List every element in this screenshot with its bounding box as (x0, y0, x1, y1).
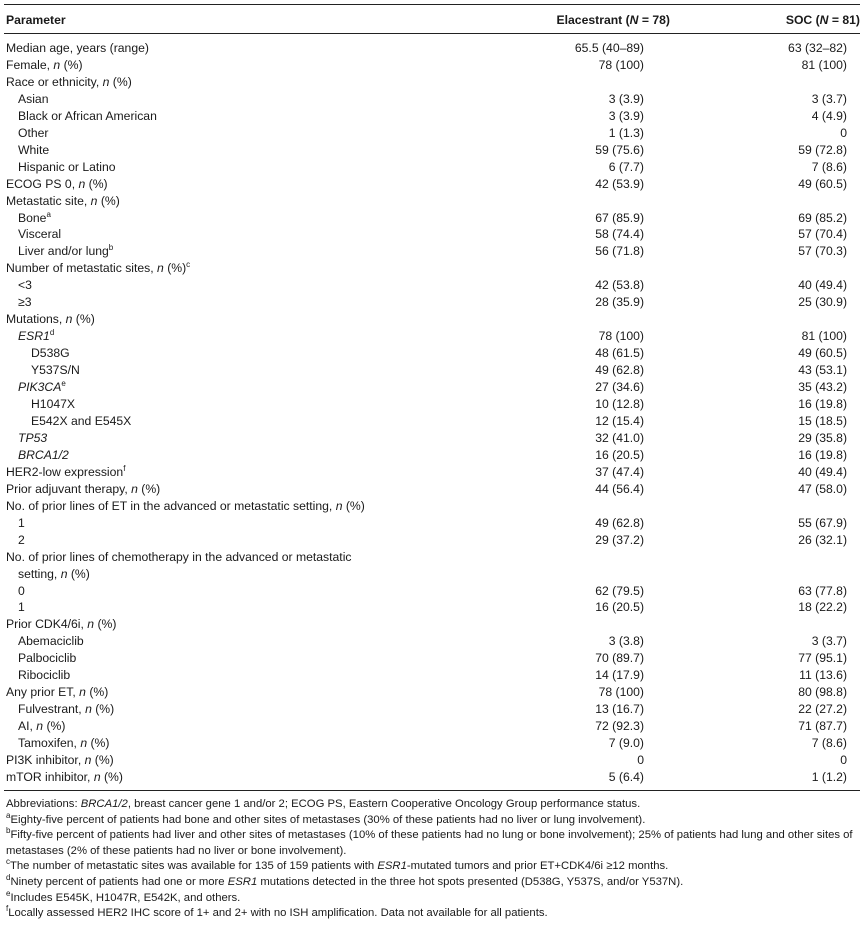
row-black (4, 108, 860, 125)
row-d538g (4, 345, 860, 362)
cell-elacestrant: 3 (3.8) (608, 634, 644, 649)
row-label: Hispanic or Latino (18, 159, 116, 174)
row-tamoxifen (4, 735, 860, 752)
cell-soc: 59 (72.8) (798, 142, 847, 157)
row-label: <3 (18, 278, 32, 293)
cell-soc: 63 (32–82) (788, 41, 847, 55)
row-et-2 (4, 532, 860, 549)
cell-soc: 57 (70.3) (798, 244, 847, 259)
cell-soc: 22 (27.2) (798, 702, 847, 717)
row-label: BRCA1/2 (18, 447, 69, 462)
cell-elacestrant: 12 (15.4) (595, 413, 644, 428)
row-tp53 (4, 430, 860, 447)
cell-soc: 3 (3.7) (811, 634, 847, 649)
cell-soc: 81 (100) (801, 57, 847, 72)
cell-soc: 69 (85.2) (798, 210, 847, 225)
row-label: No. of prior lines of ET in the advanced or metastatic setting, n (%) (6, 498, 365, 513)
row-label: $PIK3CA^e$ (18, 379, 66, 395)
cell-elacestrant: 49 (62.8) (595, 515, 644, 530)
row-label: ECOG PS 0, n (%) (6, 176, 108, 191)
row-label: PI3K inhibitor, n (%) (6, 753, 114, 768)
cell-soc: 63 (77.8) (798, 583, 847, 598)
row-label: No. of prior lines of chemotherapy in the advanced or metastatic (6, 549, 352, 564)
header-parameter: Parameter (6, 13, 66, 27)
cell-soc: 3 (3.7) (811, 91, 847, 106)
row-label: HER2-low expression$^f$ (6, 463, 126, 479)
cell-elacestrant: 72 (92.3) (595, 719, 644, 734)
cell-elacestrant: 44 (56.4) (595, 481, 644, 496)
row-prior-adjuvant (4, 481, 860, 498)
cell-elacestrant: 6 (7.7) (608, 159, 644, 174)
footnote-mark: e (61, 379, 66, 389)
cell-elacestrant: 13 (16.7) (595, 702, 644, 717)
row-fulvestrant (4, 701, 860, 718)
row-label: Ribociclib (18, 668, 71, 683)
cell-soc: 35 (43.2) (798, 380, 847, 395)
row-label: Bone$^a$ (18, 209, 51, 225)
cell-elacestrant: 37 (47.4) (595, 464, 644, 479)
footnote-mark: f (123, 463, 126, 473)
header-elacestrant: Elacestrant (N = 78) (556, 13, 670, 27)
row-label: E542X and E545X (31, 413, 132, 428)
row-label: Prior adjuvant therapy, n (%) (6, 481, 161, 496)
footnote-mark: a (46, 209, 51, 219)
row-label: Asian (18, 91, 49, 106)
cell-soc: 57 (70.4) (798, 227, 847, 242)
footnote-mark: d (49, 328, 55, 338)
cell-soc: 1 (1.2) (811, 769, 847, 784)
row-pik3ca (4, 379, 860, 396)
row-asian (4, 91, 860, 108)
row-metastatic-site (4, 193, 860, 210)
cell-soc: 55 (67.9) (798, 515, 847, 530)
cell-elacestrant: 78 (100) (598, 57, 644, 72)
row-median-age (4, 34, 860, 57)
header-soc: SOC (N = 81) (785, 13, 860, 27)
cell-soc: 77 (95.1) (798, 651, 847, 666)
row-et-1 (4, 515, 860, 532)
row-label: Fulvestrant, n (%) (18, 702, 115, 717)
row-mutations (4, 311, 860, 328)
row-label: Prior CDK4/6i, n (%) (6, 617, 117, 632)
row-e542x-e545x (4, 413, 860, 430)
cell-elacestrant: 42 (53.8) (595, 278, 644, 293)
row-female (4, 57, 860, 74)
cell-soc: 71 (87.7) (798, 719, 847, 734)
row-label: Black or African American (18, 108, 157, 123)
row-brca12 (4, 447, 860, 464)
row-label: ≥3 (18, 295, 32, 310)
footnote-abbreviations: Abbreviations: BRCA1/2, breast cancer gene 1 and/or 2; ECOG PS, Eastern Cooperative Oncology Group performance status. (6, 797, 641, 810)
cell-soc: 16 (19.8) (798, 397, 847, 412)
row-label: Abemaciclib (18, 634, 84, 649)
footnote-a: $^a$Eighty-five percent of patients had bone and other sites of metastases (30% of these patients had no liver or lung involvement). (6, 810, 646, 826)
row-label: Race or ethnicity, n (%) (6, 74, 132, 89)
row-label: TP53 (18, 430, 48, 445)
row-lt3 (4, 277, 860, 294)
cell-soc: 11 (13.6) (799, 668, 847, 683)
row-other (4, 125, 860, 142)
cell-soc: 7 (8.6) (811, 159, 847, 174)
row-label: Liver and/or lung$^b$ (18, 243, 114, 259)
cell-elacestrant: 3 (3.9) (608, 108, 644, 123)
cell-soc: 43 (53.1) (798, 363, 847, 378)
row-white (4, 142, 860, 159)
row-label: 1 (18, 515, 25, 530)
footnote-c: $^c$The number of metastatic sites was available for 135 of 159 patients with ESR1-mutated tumors and prior ET+CDK4/6i ≥12 months. (6, 857, 669, 873)
cell-elacestrant: 56 (71.8) (595, 244, 644, 259)
row-label: 0 (18, 583, 25, 598)
header-row (4, 5, 860, 34)
row-palbociclib (4, 650, 860, 667)
row-label: AI, n (%) (18, 719, 66, 734)
footnote-d: $^d$Ninety percent of patients had one or more ESR1 mutations detected in the three hot spots presented (D538G, Y537S, and/or Y537N). (6, 872, 684, 888)
cell-elacestrant: 67 (85.9) (595, 210, 644, 225)
row-label: Number of metastatic sites, n (%)$^c$ (6, 260, 191, 276)
cell-soc: 47 (58.0) (798, 481, 847, 496)
cell-soc: 15 (18.5) (798, 413, 847, 428)
cell-soc: 0 (840, 753, 847, 768)
cell-elacestrant: 5 (6.4) (608, 769, 644, 784)
cell-soc: 16 (19.8) (798, 447, 847, 462)
cell-elacestrant: 27 (34.6) (595, 380, 644, 395)
footnote-mark: c (186, 260, 191, 270)
row-label: Any prior ET, n (%) (6, 685, 109, 700)
cell-soc: 40 (49.4) (798, 278, 847, 293)
row-chemo-0 (4, 583, 860, 600)
row-y537sn (4, 362, 860, 379)
baseline-characteristics-table (4, 5, 860, 790)
row-label: Visceral (18, 227, 62, 242)
row-label: Palbociclib (18, 651, 77, 666)
row-esr1 (4, 328, 860, 345)
row-prior-cdk46i (4, 616, 860, 633)
row-ai (4, 718, 860, 735)
cell-soc: 49 (60.5) (798, 346, 847, 361)
row-label: mTOR inhibitor, n (%) (6, 769, 123, 784)
cell-elacestrant: 59 (75.6) (595, 142, 644, 157)
row-label: setting, n (%) (18, 566, 90, 581)
cell-elacestrant: 49 (62.8) (595, 363, 644, 378)
row-race-ethnicity (4, 74, 860, 91)
cell-soc: 0 (840, 125, 847, 140)
cell-elacestrant: 16 (20.5) (595, 600, 644, 615)
row-h1047x (4, 396, 860, 413)
row-ge3 (4, 294, 860, 311)
cell-elacestrant: 16 (20.5) (595, 447, 644, 462)
cell-elacestrant: 62 (79.5) (595, 583, 644, 598)
row-label: Median age, years (range) (6, 41, 149, 55)
cell-elacestrant: 29 (37.2) (595, 532, 644, 547)
row-ribociclib (4, 667, 860, 684)
row-label: 1 (18, 600, 25, 615)
row-her2-low (4, 464, 860, 481)
cell-elacestrant: 0 (637, 753, 644, 768)
cell-soc: 7 (8.6) (811, 736, 847, 751)
cell-elacestrant: 65.5 (40–89) (574, 41, 644, 55)
cell-soc: 49 (60.5) (798, 176, 847, 191)
row-hispanic (4, 159, 860, 176)
row-liver-lung (4, 243, 860, 260)
cell-soc: 25 (30.9) (798, 295, 847, 310)
row-abemaciclib (4, 633, 860, 650)
cell-elacestrant: 58 (74.4) (595, 227, 644, 242)
row-number-metastatic-sites (4, 260, 860, 277)
cell-soc: 18 (22.2) (798, 600, 847, 615)
cell-soc: 4 (4.9) (811, 108, 847, 123)
cell-elacestrant: 7 (9.0) (608, 736, 644, 751)
row-visceral (4, 226, 860, 243)
footnote-e: $^e$Includes E545K, H1047R, E542K, and others. (6, 888, 241, 904)
row-label: Metastatic site, n (%) (6, 193, 120, 208)
cell-soc: 26 (32.1) (798, 532, 847, 547)
row-label: Y537S/N (31, 363, 80, 378)
table-footnotes (4, 791, 860, 922)
footnote-f: $^f$Locally assessed HER2 IHC score of 1+ and 2+ with no ISH amplification. Data not available for all patients. (6, 904, 548, 920)
row-label: D538G (31, 346, 70, 361)
row-label: ESR1$^d$ (18, 328, 55, 344)
row-mtor-inhibitor (4, 769, 860, 790)
row-label: Female, n (%) (6, 57, 83, 72)
row-label: Other (18, 125, 49, 140)
cell-soc: 81 (100) (801, 329, 847, 344)
cell-elacestrant: 14 (17.9) (595, 668, 644, 683)
row-pi3k-inhibitor (4, 752, 860, 769)
row-label: White (18, 142, 50, 157)
cell-elacestrant: 3 (3.9) (608, 91, 644, 106)
row-any-prior-et (4, 684, 860, 701)
cell-elacestrant: 42 (53.9) (595, 176, 644, 191)
footnote-mark: b (108, 243, 114, 253)
row-prior-lines-et (4, 498, 860, 515)
cell-elacestrant: 32 (41.0) (595, 430, 644, 445)
cell-elacestrant: 28 (35.9) (595, 295, 644, 310)
cell-soc: 29 (35.8) (798, 430, 847, 445)
row-ecog (4, 176, 860, 193)
cell-elacestrant: 48 (61.5) (595, 346, 644, 361)
cell-soc: 40 (49.4) (798, 464, 847, 479)
row-label: 2 (18, 532, 25, 547)
cell-elacestrant: 78 (100) (598, 685, 644, 700)
cell-soc: 80 (98.8) (798, 685, 847, 700)
cell-elacestrant: 78 (100) (598, 329, 644, 344)
cell-elacestrant: 70 (89.7) (595, 651, 644, 666)
footnote-b: $^b$Fifty-five percent of patients had liver and other sites of metastases (10% of these patients had no lung or bone involvement); 25% of patients had lung and other sites of metastases (2% of these patients had no liver or bone involvement). (6, 826, 853, 857)
row-chemo-1 (4, 599, 860, 616)
row-label: H1047X (31, 397, 76, 412)
row-prior-lines-chemo-cont (4, 566, 860, 583)
row-label: Mutations, n (%) (6, 312, 95, 327)
row-prior-lines-chemo (4, 549, 860, 566)
cell-elacestrant: 10 (12.8) (595, 397, 644, 412)
baseline-characteristics-document (4, 4, 860, 922)
cell-elacestrant: 1 (1.3) (608, 125, 644, 140)
row-label: Tamoxifen, n (%) (18, 736, 110, 751)
row-bone (4, 210, 860, 227)
